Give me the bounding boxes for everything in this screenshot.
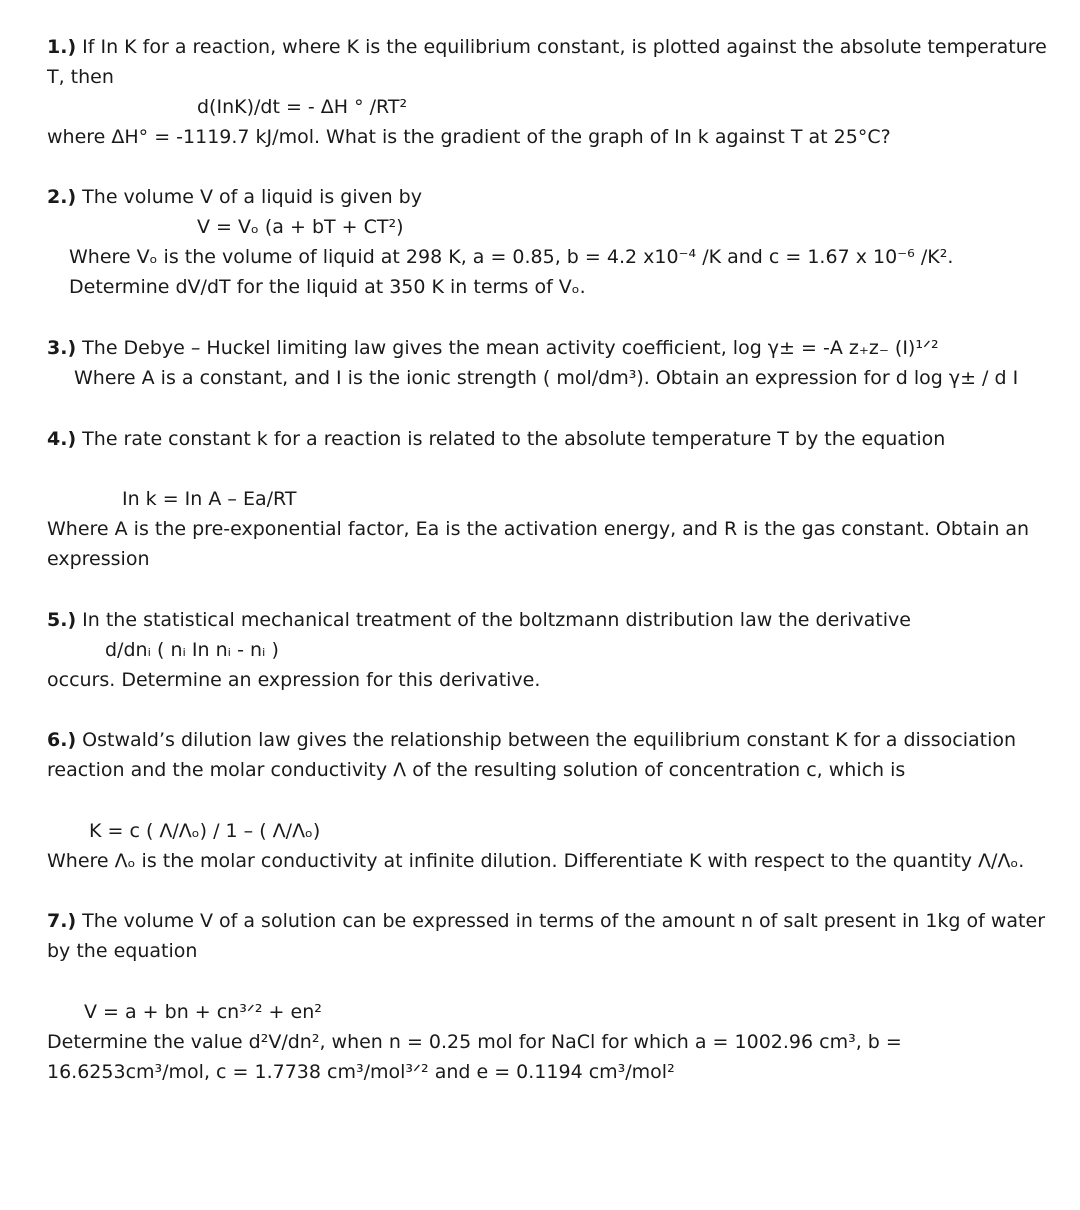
question-3-line-1 <box>47 333 939 363</box>
question-2-line-2: Where Vₒ is the volume of liquid at 298 K, a = 0.85, b = 4.2 x10⁻⁴ /K and c = 1.67 x 10⁻⁶ /K². <box>69 246 954 268</box>
question-7-equation: V = a + bn + cn³ᐟ² + en² <box>84 1001 322 1023</box>
question-5-text: In the statistical mechanical treatment of the boltzmann distribution law the derivative <box>76 609 911 631</box>
question-4-line-2: Where A is the pre-exponential factor, Ea is the activation energy, and R is the gas constant. Obtain an <box>47 518 1030 540</box>
question-1-line-3: where ΔH° = -1119.7 kJ/mol. What is the gradient of the graph of In k against T at 25°C? <box>47 126 891 148</box>
question-5-number: 5.) <box>47 609 77 631</box>
question-7-line-4: 16.6253cm³/mol, c = 1.7738 cm³/mol³ᐟ² and e = 0.1194 cm³/mol² <box>47 1061 675 1083</box>
question-1-line-2: T, then <box>47 66 114 88</box>
question-3-number: 3.) <box>47 337 77 359</box>
question-6-number: 6.) <box>47 729 77 751</box>
question-5-equation: d/dnᵢ ( nᵢ In nᵢ - nᵢ ) <box>105 639 279 661</box>
question-1-equation: d(InK)/dt = - ΔH ° /RT² <box>197 96 408 118</box>
question-7-number: 7.) <box>47 910 77 932</box>
question-1-text: If In K for a reaction, where K is the equilibrium constant, is plotted against the absolute temperature <box>76 36 1047 58</box>
question-1-line-1 <box>47 32 1047 62</box>
question-6-text: Ostwald’s dilution law gives the relationship between the equilibrium constant K for a dissociation <box>76 729 1017 751</box>
question-4-number: 4.) <box>47 428 77 450</box>
question-7-line-1 <box>47 906 1045 936</box>
question-2-text: The volume V of a liquid is given by <box>76 186 422 208</box>
question-7-line-2: by the equation <box>47 940 198 962</box>
question-7-text: The volume V of a solution can be expressed in terms of the amount n of salt present in 1kg of water <box>76 910 1046 932</box>
question-6-equation: K = c ( Λ/Λₒ) / 1 – ( Λ/Λₒ) <box>89 820 321 842</box>
question-6-line-1 <box>47 725 1016 755</box>
question-5-line-2: occurs. Determine an expression for this derivative. <box>47 669 541 691</box>
question-6-line-2: reaction and the molar conductivity Λ of the resulting solution of concentration c, which is <box>47 759 906 781</box>
question-2-equation: V = Vₒ (a + bT + CT²) <box>197 216 404 238</box>
question-2-line-3: Determine dV/dT for the liquid at 350 K in terms of Vₒ. <box>69 276 586 298</box>
question-3-text: The Debye – Huckel limiting law gives the mean activity coefficient, log γ± = -A z₊z₋ (I)¹ᐟ² <box>76 337 939 359</box>
question-4-equation: In k = In A – Ea/RT <box>122 488 297 510</box>
question-7-line-3: Determine the value d²V/dn², when n = 0.25 mol for NaCl for which a = 1002.96 cm³, b = <box>47 1031 902 1053</box>
question-3-line-2: Where A is a constant, and I is the ionic strength ( mol/dm³). Obtain an expression for d log γ± / d I <box>74 367 1019 389</box>
question-5-line-1 <box>47 605 911 635</box>
question-4-line-1 <box>47 424 945 454</box>
question-2-line-1 <box>47 182 422 212</box>
question-1-number: 1.) <box>47 36 77 58</box>
question-4-line-3: expression <box>47 548 150 570</box>
question-4-text: The rate constant k for a reaction is related to the absolute temperature T by the equation <box>76 428 946 450</box>
question-6-line-3: Where Λₒ is the molar conductivity at infinite dilution. Differentiate K with respect to the quantity Λ/Λₒ. <box>47 850 1025 872</box>
question-2-number: 2.) <box>47 186 77 208</box>
